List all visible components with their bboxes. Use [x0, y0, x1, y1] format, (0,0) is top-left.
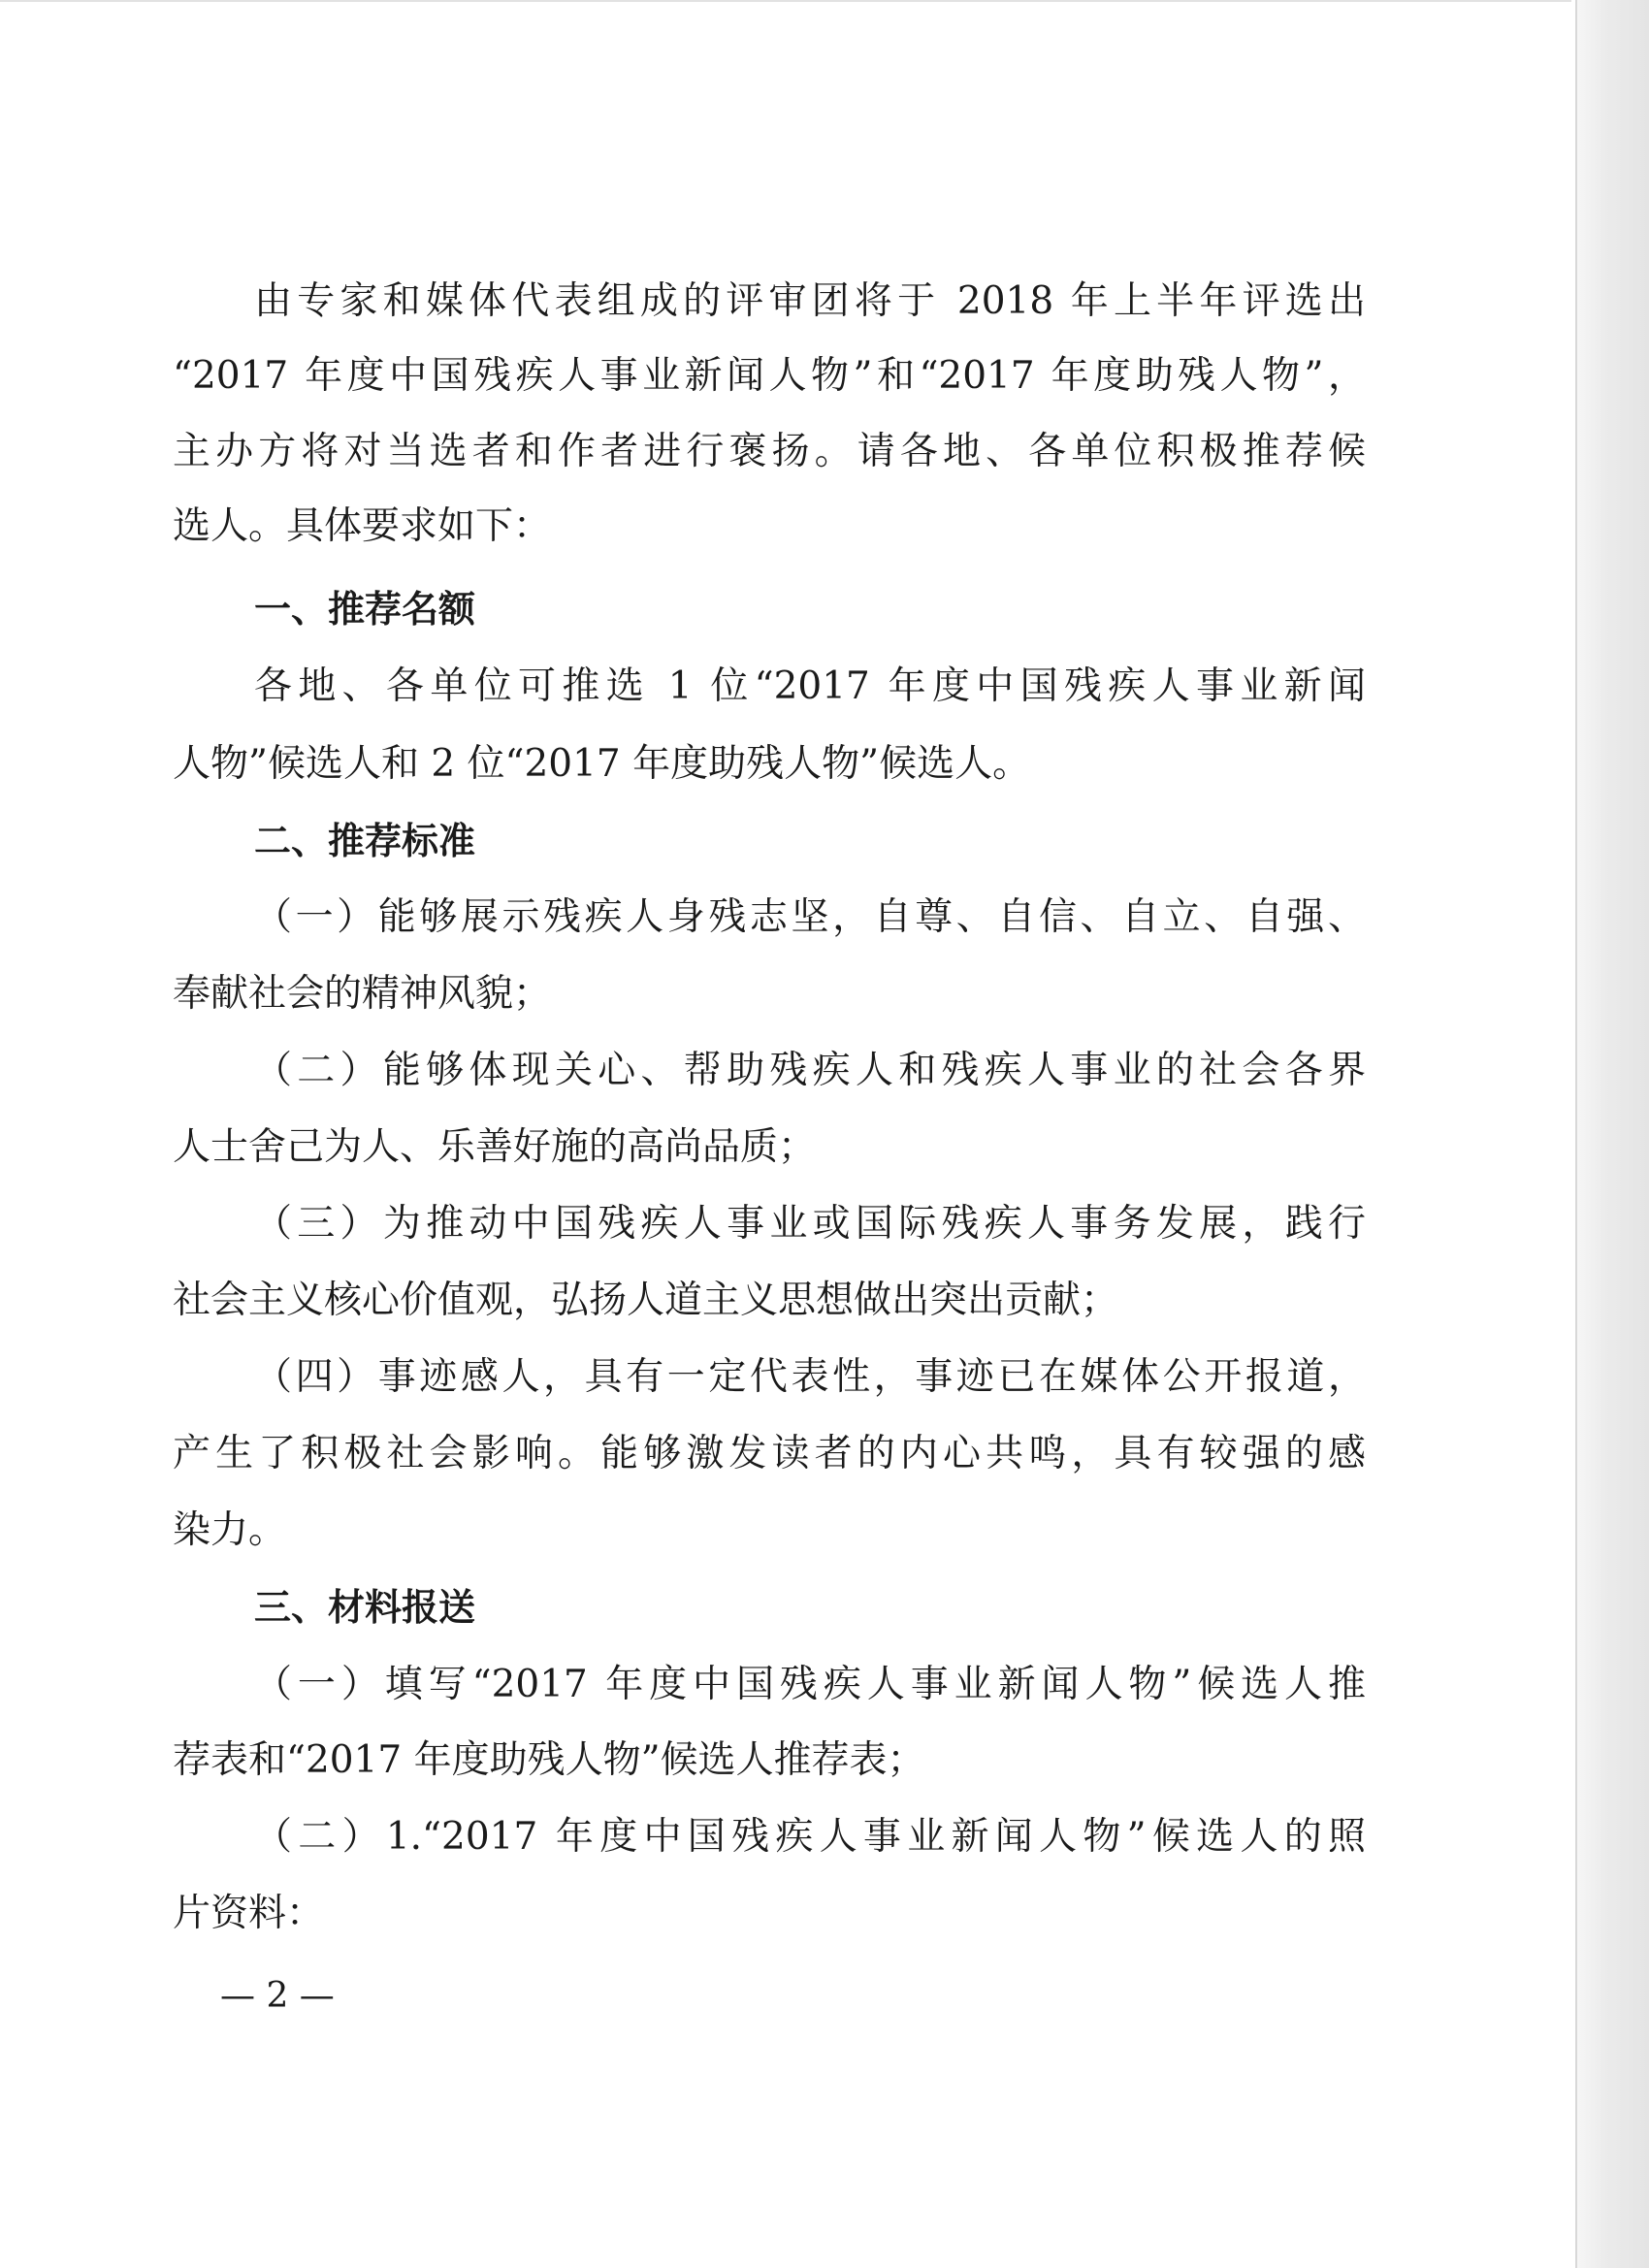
section-heading: 一、推荐名额	[254, 588, 476, 631]
paragraph-line: （三）为推动中国残疾人事业或国际残疾人事务发展，践行	[254, 1202, 1366, 1246]
paragraph-line: 人士舍己为人、乐善好施的高尚品质；	[173, 1125, 817, 1169]
page-number: — 2 —	[220, 1976, 335, 2016]
paragraph-line: 社会主义核心价值观，弘扬人道主义思想做出突出贡献；	[173, 1279, 1119, 1322]
paragraph-line: 奉献社会的精神风貌；	[173, 972, 552, 1016]
scan-right-margin	[1577, 0, 1649, 2268]
paragraph-line: 产生了积极社会影响。能够激发读者的内心共鸣，具有较强的感	[173, 1432, 1366, 1475]
paragraph-line: “2017 年度中国残疾人事业新闻人物”和“2017 年度助残人物”，	[173, 354, 1366, 398]
paragraph-line: 主办方将对当选者和作者进行褒扬。请各地、各单位积极推荐候	[173, 430, 1366, 473]
paragraph-line: 各地、各单位可推选 1 位“2017 年度中国残疾人事业新闻	[254, 664, 1366, 708]
paragraph-line: （二）能够体现关心、帮助残疾人和残疾人事业的社会各界	[254, 1049, 1366, 1092]
paragraph-line: （一）填写“2017 年度中国残疾人事业新闻人物”候选人推	[254, 1663, 1366, 1706]
paragraph-line: 荐表和“2017 年度助残人物”候选人推荐表；	[173, 1738, 925, 1782]
paragraph-line: 选人。具体要求如下：	[173, 504, 552, 548]
section-heading: 二、推荐标准	[254, 820, 476, 862]
paragraph-line: 片资料：	[173, 1892, 325, 1935]
paragraph-line: 染力。	[173, 1508, 287, 1552]
scan-top-edge	[0, 0, 1571, 2]
paragraph-line: （二）1.“2017 年度中国残疾人事业新闻人物”候选人的照	[254, 1815, 1366, 1859]
paragraph-line: 人物”候选人和 2 位“2017 年度助残人物”候选人。	[173, 742, 1031, 786]
section-heading: 三、材料报送	[254, 1586, 476, 1629]
paragraph-line: （四）事迹感人，具有一定代表性，事迹已在媒体公开报道，	[254, 1355, 1366, 1399]
paragraph-line: 由专家和媒体代表组成的评审团将于 2018 年上半年评选出	[254, 279, 1366, 323]
paragraph-line: （一）能够展示残疾人身残志坚，自尊、自信、自立、自强、	[254, 895, 1366, 939]
